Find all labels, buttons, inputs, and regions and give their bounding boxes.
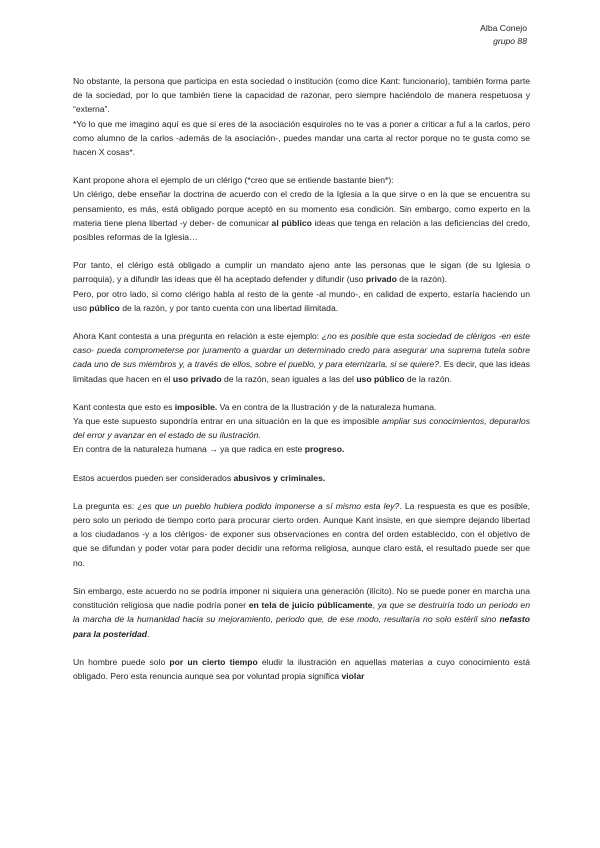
emphasis-text: violar: [341, 670, 365, 681]
paragraph-1-note: [73, 117, 530, 160]
emphasis-text: uso privado: [172, 373, 222, 384]
text-run: de la razón.: [404, 373, 452, 384]
paragraph-7: [73, 499, 530, 570]
emphasis-text: privado: [365, 274, 397, 285]
page-header: [480, 22, 527, 47]
group-number: grupo 88: [493, 35, 527, 46]
text-run: Estos acuerdos pueden ser considerados: [73, 472, 234, 483]
emphasis-text: ¿es que un pueblo hubiera podido imponerse a sí mismo esta ley?: [137, 500, 400, 511]
paragraph-2: [73, 173, 530, 244]
text-run: No obstante, la persona que participa en esta sociedad o institución (como dice Kant: funcionario), también forma parte de la sociedad, por lo que también tiene la capacidad de razonar, pero siempre haciéndolo de manera respetuosa y “externa”.: [73, 76, 530, 115]
paragraph-6: [73, 471, 530, 485]
text-run: *Yo lo que me imagino aquí es que si eres de la asociación esquiroles no te vas a poner a criticar a ful a la carlos, pero como alumno de la carlos -además de la asociación-, puedes mandar una carta al rector porque no te gusta como se hacen X cosas*.: [73, 118, 530, 158]
document-body: [73, 74, 530, 697]
emphasis-text: uso público: [356, 373, 405, 384]
text-run: ideas que tenga en relación a las deficiencias del credo, posibles reformas de la Iglesia…: [73, 217, 530, 243]
emphasis-text: nefasto para la posteridad: [73, 614, 530, 639]
paragraph-8: [73, 584, 530, 641]
text-run: Un clérigo, debe enseñar la doctrina de acuerdo con el credo de la Iglesia a la que sirve o en la que se encuentra su pensamiento, es más, está obligado porque aceptó en su momento esa condición. Sin embargo, como experto en la materia tiene plena libertad -y deber- de comunicar: [73, 189, 530, 228]
text-run: Ahora Kant contesta a una pregunta en relación a este ejemplo:: [73, 331, 322, 342]
emphasis-text: público: [89, 302, 120, 313]
text-run: Ya que este supuesto supondría entrar en una situación en la que es imposible: [73, 416, 383, 427]
text-run: eludir la ilustración en aquellas materias a cuyo conocimiento está obligado. Pero esta renuncia aunque sea por voluntad propia significa: [73, 656, 531, 681]
paragraph-3: [73, 258, 530, 315]
emphasis-text: en tela de juicio públicamente: [248, 600, 373, 611]
emphasis-text: abusivos y criminales.: [233, 472, 326, 483]
emphasis-text: ¿no es posible que esta sociedad de clérigos -en este caso- pueda comprometerse por juramento a guardar un determinado credo para asegurar una suprema tutela sobre cada uno de sus miembros y, a través de ellos, sobre el pueblo, y para eternizarla, si se quiere?: [73, 331, 530, 370]
text-run: La pregunta es:: [73, 500, 138, 511]
text-run: de la razón).: [396, 274, 448, 285]
author-name: Alba Conejo: [480, 23, 527, 33]
emphasis-text: por un cierto tiempo: [169, 656, 258, 667]
text-run: ,: [372, 600, 378, 611]
text-run: Pero, por otro lado, si como clérigo habla al resto de la gente -al mundo-, en calidad de experto, estaría haciendo un uso: [73, 288, 530, 313]
text-run: Un hombre puede solo: [73, 656, 170, 667]
paragraph-5: [73, 400, 530, 457]
text-run: . La respuesta es que es posible, pero solo un periodo de tiempo corto para procurar cierto orden. Aunque Kant insiste, en que siempre dejando libertad a los ciudadanos -y a los clérigos- de exponer sus observaciones en contra del orden establecido, con el objetivo de que se difundan y poder votar para poder decidir una reforma religiosa, aunque claro está, el resultado puede ser que no.: [73, 500, 530, 568]
emphasis-text: ya que se destruiría todo un periodo en la marcha de la humanidad hacia su mejoramiento, periodo que, de ese modo, resultaría no solo estéril sino: [73, 600, 530, 625]
emphasis-text: imposible.: [174, 401, 218, 412]
paragraph-1: [73, 74, 530, 117]
text-run: Sin embargo, este acuerdo no se podría imponer ni siquiera una generación (ilícito). No se puede poner en marcha una constitución religiosa que nadie podría poner: [73, 585, 530, 611]
emphasis-text: progreso.: [304, 444, 345, 455]
paragraph-4: [73, 329, 530, 386]
text-run: .: [147, 628, 150, 639]
text-run: Va en contra de la Ilustración y de la naturaleza humana.: [217, 401, 437, 412]
text-run: Por tanto, el clérigo está obligado a cumplir un mandato ajeno ante las personas que le sigan (de su Iglesia o parroquia), y a difundir las ideas que él ha aceptado defender y difundir (uso: [73, 260, 530, 285]
text-run: Kant propone ahora el ejemplo de un clérigo (*creo que se entiende bastante bien*):: [73, 175, 394, 186]
text-run: de la razón, y por tanto cuenta con una libertad ilimitada.: [119, 302, 339, 313]
text-run: Kant contesta que esto es: [73, 401, 175, 412]
emphasis-text: al público: [271, 217, 312, 228]
text-run: de la razón, sean iguales a las del: [221, 373, 357, 384]
emphasis-text: ampliar sus conocimientos, depurarlos del error y avanzar en el estado de su ilustración.: [73, 416, 530, 441]
text-run: . Es decir, que las ideas limitadas que hacen en el: [73, 359, 530, 384]
text-run: En contra de la naturaleza humana → ya que radica en este: [73, 444, 305, 455]
paragraph-9: [73, 655, 530, 683]
